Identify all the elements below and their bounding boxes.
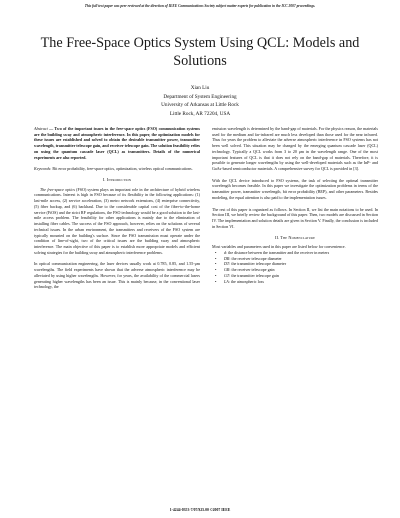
nomenclature-symbol: GR <box>224 267 230 273</box>
nomenclature-item: • DR: the receiver telescope diameter <box>215 255 282 261</box>
body-paragraph: emission wavelength is determined by the band-gap of materials. For the physics reason, the materials used for the medium and far-infrared are much less developed than those used for the near infrared. Thus for years the problem to alleviate the adverse atmospheric interference in FSO systems has not been well solved. This situation may be changed by the emerging quantum cascade laser (QCL) technology. Typically a QCL works from 3 to 20 μm in the wavelength range. One of the most important features of QCL is that it does not rely on the band-gap of materials. Therefore, it is possible to generate longer wavelengths by using the well-developed materials such as the InP- and GaAs-based semiconductor materials. A comprehensive survey for QCL is provided in [3]. <box>212 126 378 172</box>
nomenclature-symbol: DT <box>224 261 230 267</box>
nomenclature-item: • GR: the receiver telescope gain <box>215 267 275 273</box>
abstract-text: — Two of the important issues in the free-space optics (FSO) communication systems are the building sway and atmospheric interference. In this paper, the optimization models for these issues are established and solved to obtain the desirable transmitter power, transmitter wavelength, transmitter telescope gain, and receiver telescope gain. The solution feasibility relies on using the quantum cascade laser (QCL) as transmitters. Details of the numerical experiments are also reported. <box>34 126 200 160</box>
author-block <box>100 84 300 118</box>
nomenclature-intro: Most variables and parameters used in this paper are listed below for convenience. <box>212 244 346 250</box>
copyright-footer: 1-4244-0353-7/07/$25.00 ©2007 IEEE <box>169 508 231 512</box>
body-paragraph: The rest of this paper is organized as follows. In Section II, we list the main notations to be used. In Section III, we briefly review the background of this paper. Then, two models are discussed in Section IV. The implementation and solution details are given in Section V. Finally, the conclusion is included in Section VI. <box>212 206 378 229</box>
nomenclature-symbol: LA <box>224 278 229 284</box>
abstract-lead: Abstract <box>34 126 48 131</box>
author-address: Little Rock, AR 72204, USA <box>169 110 231 117</box>
intro-paragraph: In optical communication engineering, the laser devices usually work at 0.785, 0.85, and 1.55-μm wavelengths. The field experiments have shown that the adverse atmospheric interference may be alleviated by using higher wavelengths. However, for years, the availability of the commercial lasers generating higher wavelengths has been an issue. This is mainly because, in the conventional laser technology, the <box>34 261 200 290</box>
keywords <box>34 166 200 172</box>
nomenclature-list <box>212 250 378 284</box>
left-column <box>34 126 200 290</box>
section-heading-nomenclature: II. The Nomenclature <box>274 234 316 240</box>
nomenclature-symbol: DR <box>224 255 230 261</box>
abstract <box>34 126 200 160</box>
author-department: Department of System Engineering <box>163 93 237 100</box>
section-heading-introduction: I. Introduction <box>102 177 132 183</box>
keywords-lead: Keywords: <box>34 166 52 172</box>
right-column <box>212 126 378 284</box>
publication-header-note: This full text paper was peer reviewed at the direction of IEEE Communications Society subject matter experts for publication in the ICC 2007 proceedings. <box>84 4 316 8</box>
body-paragraph: With the QCL device introduced to FSO systems, the task of selecting the optimal transmitter wavelength becomes feasible. In this paper we investigate the optimization problems in terms of the transmitter power, transmitter wavelength, bit error probability (BEP), and other parameters. Besides modeling, the equal attention is also paid to the implementation issues. <box>212 177 378 200</box>
author-university: University of Arkansas at Little Rock <box>161 102 239 109</box>
nomenclature-symbol: GT <box>224 272 230 278</box>
nomenclature-item: • GT: the transmitter telescope gain <box>215 272 279 278</box>
nomenclature-item: • d: the distance between the transmitter and the receiver in meters <box>215 249 330 255</box>
nomenclature-item: • DT: the transmitter telescope diameter <box>215 261 287 267</box>
keywords-text: Bit error probability, free-space optics, optimization, wireless optical communications. <box>51 166 193 172</box>
nomenclature-symbol: d <box>224 249 227 255</box>
nomenclature-item: • LA: the atmospheric loss <box>215 278 264 284</box>
intro-paragraph: The free-space optics (FSO) system plays an important role in the architecture of hybrid wireless communications. Interest is high in FSO because of its flexibility in the following applications: (1) last-mile access, (2) service acceleration, (3) metro network extensions, (4) enterprise connectivity, (5) fiber backup, and (6) backhaul. Due to the considerable capital cost of the fiber-to-the-home service (FiOS) and the strict RF regulations, the FSO technology would be a good solution to the last-mile access problem. The feasibility for other applications is mainly due to the elimination of installing fiber cables. The success of the FSO approach, however, relies on the solutions of several technical issues. In the urban environment, the transmitters and receivers of the FSO system are typically mounted on the building's surface. Since the FSO transmission must operate under the condition of line-of-sight, two of the critical issues are the building sway and atmospheric interference. The main objective of this paper is to establish more appropriate models and efficient solving strategies for the building sway and atmospheric interference problems. <box>34 186 200 255</box>
paper-title: The Free-Space Optics System Using QCL: Models and Solutions <box>40 35 360 69</box>
intro-lead-term: The free-space optics <box>40 186 75 192</box>
author-name: Xian Liu <box>190 85 210 91</box>
